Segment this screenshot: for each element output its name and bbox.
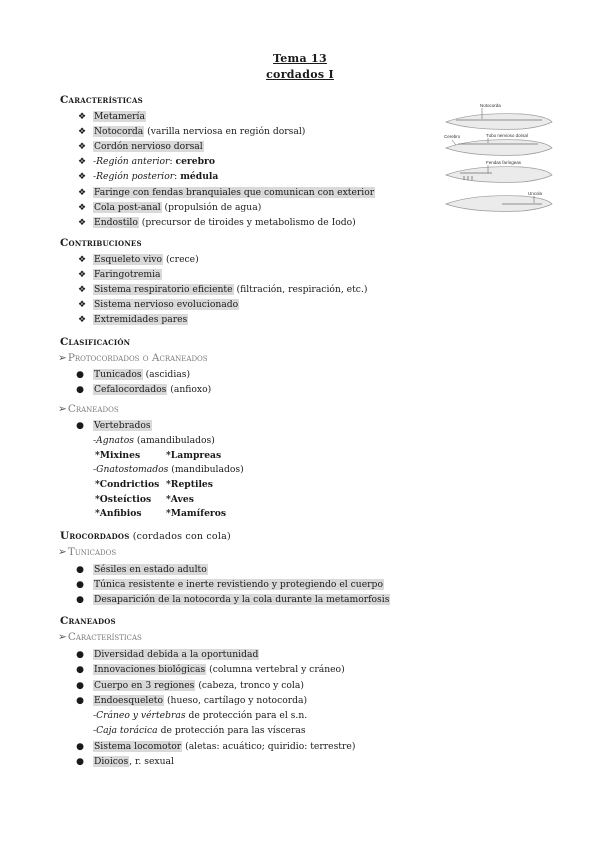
document-subtitle: cordados I bbox=[266, 68, 334, 81]
list-item: Innovaciones biológicas (columna vertebral y cráneo) bbox=[94, 664, 345, 675]
list-item: Diversidad debida a la oportunidad bbox=[94, 649, 259, 660]
group-anfibios: *Anfibios bbox=[95, 508, 142, 519]
subsection-heading-craneados: ➢Craneados bbox=[58, 403, 119, 415]
dot-bullet-icon: ● bbox=[76, 696, 84, 706]
list-item: Notocorda (varilla nerviosa en región dorsal) bbox=[94, 126, 306, 137]
dot-bullet-icon: ● bbox=[76, 595, 84, 605]
figure-label-cola: Uncola bbox=[528, 191, 543, 196]
list-item: Dioicos, r. sexual bbox=[94, 756, 174, 767]
subsection-heading-craneados-caracteristicas: ➢Características bbox=[58, 631, 142, 643]
list-item: Faringe con fendas branquiales que comunican con exterior bbox=[94, 187, 375, 198]
list-item-gnatostomados: -Gnatostomados (mandibulados) bbox=[93, 464, 244, 475]
dot-bullet-icon: ● bbox=[76, 665, 84, 675]
list-item: Túnica resistente e inerte revistiendo y protegiendo el cuerpo bbox=[94, 579, 383, 590]
list-item: Cordón nervioso dorsal bbox=[94, 141, 203, 152]
document-title: Tema 13 bbox=[273, 52, 327, 65]
list-item: Sésiles en estado adulto bbox=[94, 564, 207, 575]
figure-label-fendas: Fendas faríngeas bbox=[486, 160, 522, 165]
list-item: Faringotremia bbox=[94, 269, 161, 280]
dot-bullet-icon: ● bbox=[76, 681, 84, 691]
list-item-sub: -Cráneo y vértebras de protección para el s.n. bbox=[93, 710, 308, 721]
group-reptiles: *Reptiles bbox=[166, 479, 213, 490]
diamond-bullet-icon: ❖ bbox=[77, 300, 87, 310]
list-item: -Región anterior: cerebro bbox=[93, 156, 215, 167]
group-aves: *Aves bbox=[166, 494, 194, 505]
list-item: Vertebrados bbox=[94, 420, 151, 431]
list-item-sub: -Caja torácica de protección para las vísceras bbox=[93, 725, 306, 736]
list-item: Endoesqueleto (hueso, cartílago y notocorda) bbox=[94, 695, 308, 706]
diamond-bullet-icon: ❖ bbox=[77, 270, 87, 280]
dot-bullet-icon: ● bbox=[76, 421, 84, 431]
dot-bullet-icon: ● bbox=[76, 742, 84, 752]
dot-bullet-icon: ● bbox=[76, 385, 84, 395]
list-item-agnatos: -Agnatos (amandibulados) bbox=[93, 435, 215, 446]
arrow-bullet-icon: ➢ bbox=[58, 403, 67, 415]
diamond-bullet-icon: ❖ bbox=[77, 285, 87, 295]
diamond-bullet-icon: ❖ bbox=[77, 112, 87, 122]
figure-label-notocorda: Notocorda bbox=[480, 103, 501, 108]
dot-bullet-icon: ● bbox=[76, 370, 84, 380]
group-mixines: *Mixines bbox=[95, 450, 141, 461]
section-heading-caracteristicas: Características bbox=[60, 94, 143, 106]
diamond-bullet-icon: ❖ bbox=[77, 157, 87, 167]
chordate-diagram-figure bbox=[442, 100, 554, 218]
diamond-bullet-icon: ❖ bbox=[77, 127, 87, 137]
arrow-bullet-icon: ➢ bbox=[58, 631, 67, 643]
dot-bullet-icon: ● bbox=[76, 757, 84, 767]
list-item: Metamería bbox=[94, 111, 145, 122]
diamond-bullet-icon: ❖ bbox=[77, 255, 87, 265]
diamond-bullet-icon: ❖ bbox=[77, 218, 87, 228]
diamond-bullet-icon: ❖ bbox=[77, 315, 87, 325]
group-osteictios: *Osteíctios bbox=[95, 494, 152, 505]
list-item: Desaparición de la notocorda y la cola durante la metamorfosis bbox=[94, 594, 390, 605]
diamond-bullet-icon: ❖ bbox=[77, 188, 87, 198]
section-heading-urocordados: Urocordados (cordados con cola) bbox=[60, 530, 231, 542]
subsection-heading-protocordados: ➢Protocordados o Acraneados bbox=[58, 352, 208, 364]
list-item: Cola post-anal (propulsión de agua) bbox=[94, 202, 262, 213]
list-item: Sistema respiratorio eficiente (filtración, respiración, etc.) bbox=[94, 284, 368, 295]
list-item: Esqueleto vivo (crece) bbox=[94, 254, 199, 265]
list-item: -Región posterior: médula bbox=[93, 171, 219, 182]
dot-bullet-icon: ● bbox=[76, 650, 84, 660]
list-item: Extremidades pares bbox=[94, 314, 188, 325]
list-item: Cefalocordados (anfioxo) bbox=[94, 384, 212, 395]
group-lampreas: *Lampreas bbox=[166, 450, 222, 461]
group-mamiferos: *Mamíferos bbox=[166, 508, 227, 519]
subsection-heading-tunicados: ➢Tunicados bbox=[58, 546, 117, 558]
list-item: Cuerpo en 3 regiones (cabeza, tronco y cola) bbox=[94, 680, 304, 691]
diamond-bullet-icon: ❖ bbox=[77, 203, 87, 213]
dot-bullet-icon: ● bbox=[76, 580, 84, 590]
group-condrictios: *Condrictios bbox=[95, 479, 160, 490]
diamond-bullet-icon: ❖ bbox=[77, 172, 87, 182]
figure-label-cerebro: Cerebro bbox=[444, 134, 461, 139]
figure-label-tubo-nervioso: Tubo nervioso dorsal bbox=[486, 133, 528, 138]
diamond-bullet-icon: ❖ bbox=[77, 142, 87, 152]
section-heading-craneados: Craneados bbox=[60, 615, 116, 627]
list-item: Endostilo (precursor de tiroides y metabolismo de Iodo) bbox=[94, 217, 356, 228]
arrow-bullet-icon: ➢ bbox=[58, 546, 67, 558]
dot-bullet-icon: ● bbox=[76, 565, 84, 575]
list-item: Sistema nervioso evolucionado bbox=[94, 299, 239, 310]
section-heading-contribuciones: Contribuciones bbox=[60, 237, 142, 249]
section-heading-clasificacion: Clasificación bbox=[60, 336, 131, 348]
arrow-bullet-icon: ➢ bbox=[58, 352, 67, 364]
list-item: Tunicados (ascidias) bbox=[94, 369, 191, 380]
list-item: Sistema locomotor (aletas: acuático; quiridio: terrestre) bbox=[94, 741, 356, 752]
